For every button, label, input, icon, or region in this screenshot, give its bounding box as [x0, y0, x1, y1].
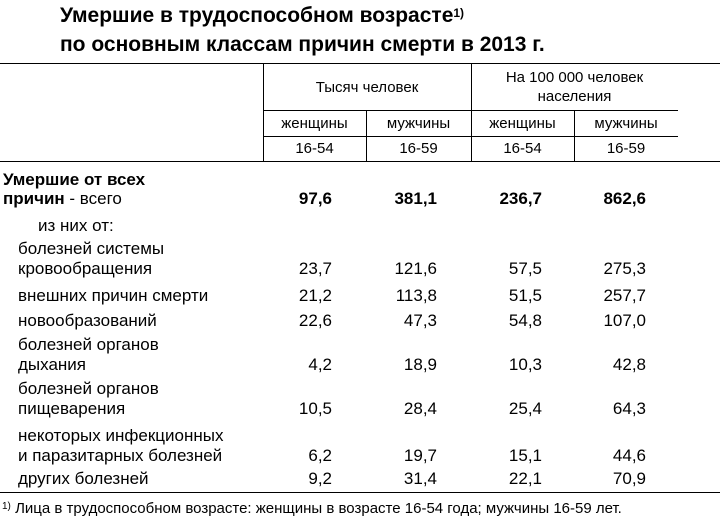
header-col-women-2: женщины: [489, 115, 556, 132]
footnote-mark: 1): [2, 501, 11, 512]
table-top-rule: [0, 63, 720, 64]
header-bottom-rule: [0, 161, 720, 162]
row-value: 28,4: [403, 399, 437, 418]
row-value: 64,3: [612, 399, 646, 418]
page-title-line2: по основным классам причин смерти в 2013 г.: [60, 33, 545, 56]
total-label-rest: - всего: [64, 189, 122, 208]
header-group-per100k-line2: населения: [537, 88, 612, 105]
header-age-4: 16-59: [606, 140, 646, 157]
row-value: 107,0: [603, 311, 646, 330]
row-value: 70,9: [612, 469, 646, 488]
row-value: 51,5: [508, 286, 542, 305]
row-value: 275,3: [603, 259, 646, 278]
title-footnote-mark: 1): [453, 6, 465, 20]
total-label-line2: [3, 189, 122, 209]
row-value: 6,2: [308, 446, 332, 465]
header-col-women-1: женщины: [281, 115, 348, 132]
subheader-of-which: из них от:: [38, 216, 114, 235]
row-label: болезней органов: [18, 335, 159, 354]
row-label: новообразований: [18, 311, 157, 330]
header-col-men-1: мужчины: [386, 115, 451, 132]
row-label: пищеварения: [18, 399, 126, 418]
footnote-text: Лица в трудоспособном возрасте: женщины в возрасте 16-54 года; мужчины 16-59 лет.: [10, 500, 622, 517]
row-label: болезней системы: [18, 239, 165, 258]
total-value-women-per100k: 236,7: [499, 189, 542, 208]
row-value: 10,5: [298, 399, 332, 418]
row-value: 21,2: [298, 286, 332, 305]
row-value: 44,6: [612, 446, 646, 465]
row-label: других болезней: [18, 469, 149, 488]
row-value: 42,8: [612, 355, 646, 374]
header-group-per100k-line1: На 100 000 человек: [505, 69, 644, 86]
total-value-men-thousands: 381,1: [394, 189, 437, 208]
row-value: 10,3: [508, 355, 542, 374]
page-title: [60, 2, 464, 29]
row-value: 19,7: [403, 446, 437, 465]
footnote: [2, 500, 622, 518]
row-value: 25,4: [508, 399, 542, 418]
row-value: 22,6: [298, 311, 332, 330]
total-value-women-thousands: 97,6: [298, 189, 332, 208]
row-label: внешних причин смерти: [18, 286, 209, 305]
row-label: дыхания: [18, 355, 86, 374]
row-value: 4,2: [308, 355, 332, 374]
row-value: 23,7: [298, 259, 332, 278]
title-line1: Умершие в трудоспособном возрасте: [60, 4, 454, 27]
row-value: 121,6: [394, 259, 437, 278]
header-group-thousands: Тысяч человек: [315, 79, 419, 96]
table-bottom-rule: [0, 492, 720, 493]
row-value: 257,7: [603, 286, 646, 305]
row-value: 31,4: [403, 469, 437, 488]
row-value: 47,3: [403, 311, 437, 330]
row-value: 15,1: [508, 446, 542, 465]
row-value: 57,5: [508, 259, 542, 278]
total-value-men-per100k: 862,6: [603, 189, 646, 208]
row-value: 113,8: [395, 286, 437, 305]
row-label: некоторых инфекционных: [18, 426, 224, 445]
row-value: 9,2: [308, 469, 332, 488]
row-label: и паразитарных болезней: [18, 446, 223, 465]
row-value: 18,9: [403, 355, 437, 374]
header-age-2: 16-59: [399, 140, 438, 157]
row-value: 22,1: [508, 469, 542, 488]
row-label: болезней органов: [18, 379, 159, 398]
header-age-1: 16-54: [295, 140, 334, 157]
total-label-bold: причин: [3, 189, 65, 208]
row-label: кровообращения: [18, 259, 153, 278]
header-age-3: 16-54: [503, 140, 542, 157]
header-col-men-2: мужчины: [594, 115, 658, 132]
total-label-line1: Умершие от всех: [3, 170, 146, 189]
row-value: 54,8: [508, 311, 542, 330]
